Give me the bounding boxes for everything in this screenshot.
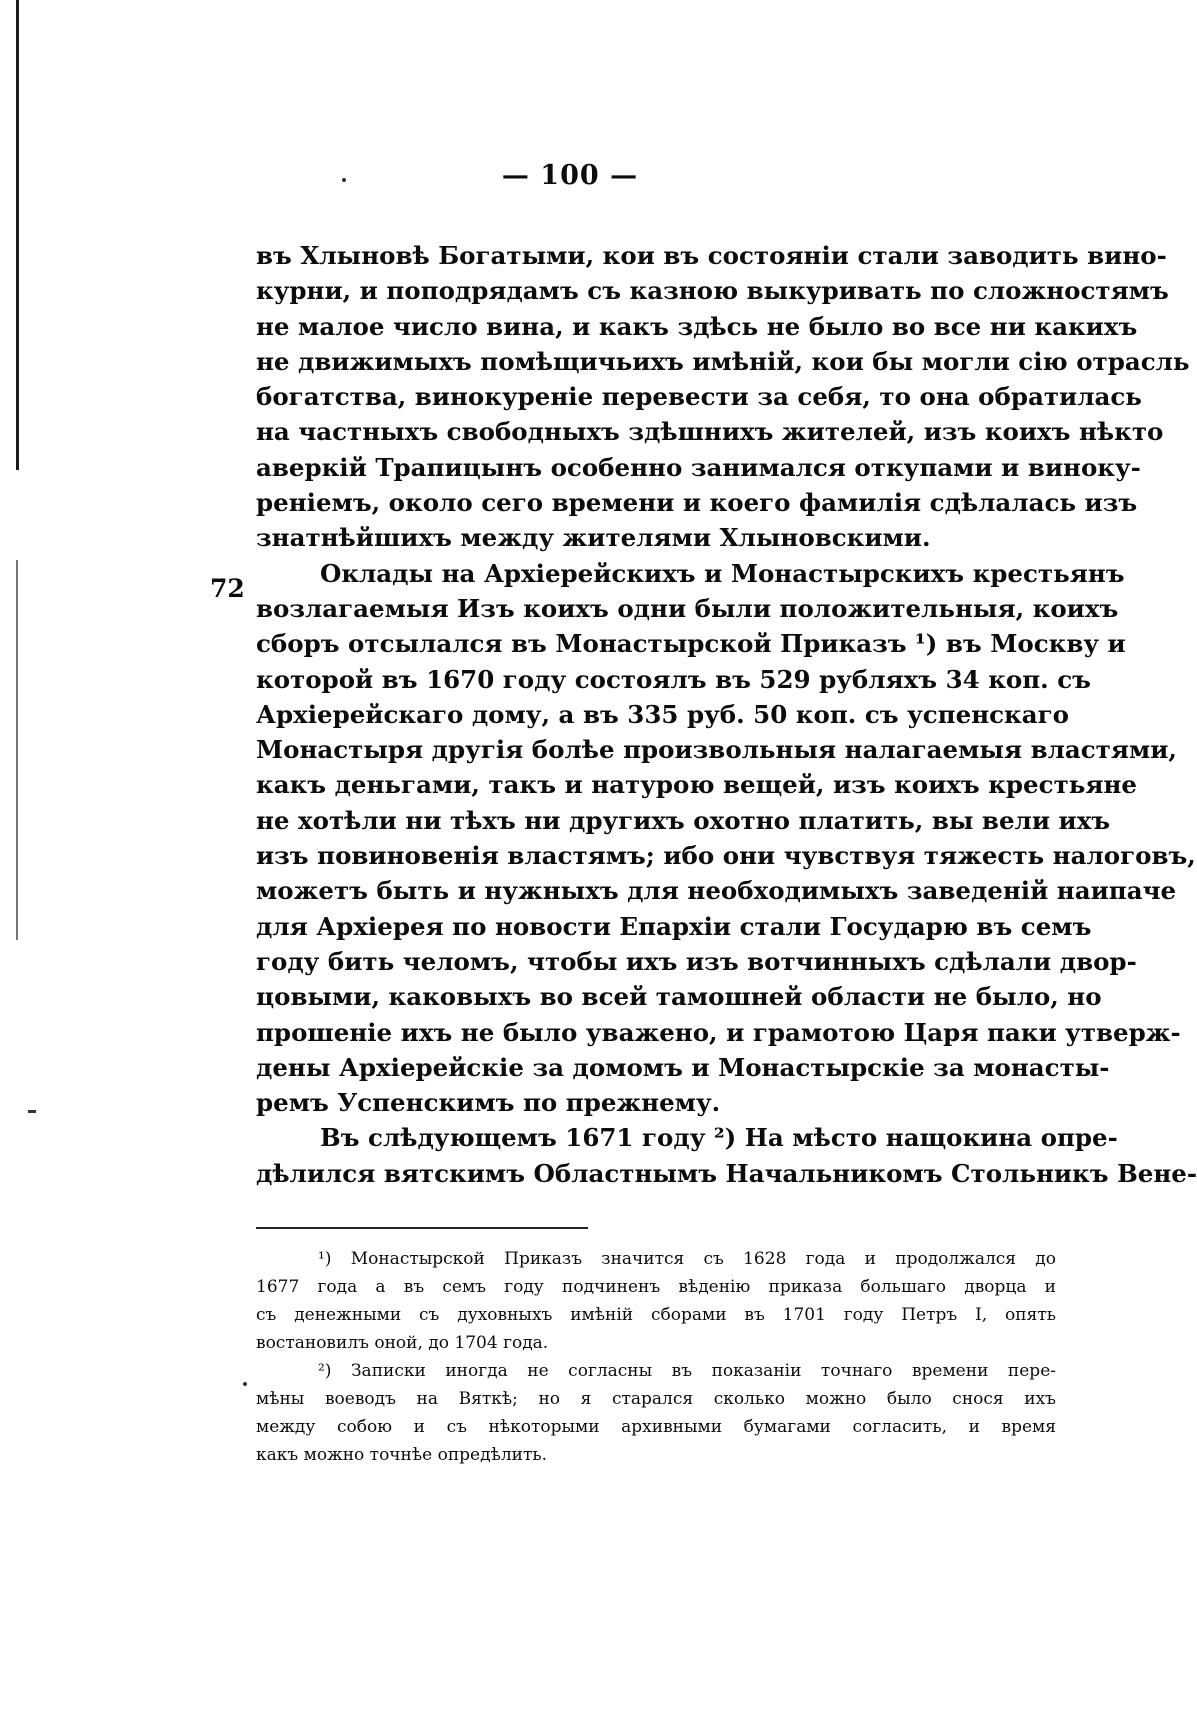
footnote-line: востановилъ оной, до 1704 года. [256,1333,549,1353]
text-line: Оклады на Архіерейскихъ и Монастырскихъ крестьянъ [320,558,1125,588]
text-line: не движимыхъ помѣщичьихъ имѣній, кои бы могли сію отрасль [256,346,1190,376]
text-line: Монастыря другія болѣе произвольныя налагаемыя властями, [256,735,1177,765]
text-line: Въ слѣдующемъ 1671 году ²) На мѣсто нащокина опре- [320,1123,1118,1153]
text-line: не малое число вина, и какъ здѣсь не было во все ни какихъ [256,311,1138,341]
text-line: дены Архіерейскіе за домомъ и Монастырскіе за монасты- [256,1052,1110,1082]
text-line: Архіерейскаго дому, а въ 335 руб. 50 коп. съ успенскаго [256,699,1069,729]
text-line: сборъ отсылался въ Монастырской Приказъ ¹) въ Москву и [256,629,1126,659]
footnote-line: какъ можно точнѣе опредѣлить. [256,1445,548,1465]
text-line: можетъ быть и нужныхъ для необходимыхъ заведеній наипаче [256,876,1177,906]
text-line: которой въ 1670 году состоялъ въ 529 рубляхъ 34 коп. съ [256,664,1091,694]
text-line: для Архіерея по новости Епархіи стали Государю въ семъ [256,911,1092,941]
text-line: цовыми, каковыхъ во всей тамошней области не было, но [256,982,1102,1012]
text-line: году бить челомъ, чтобы ихъ изъ вотчинныхъ сдѣлали двор- [256,946,1137,976]
footnote-line: 1677 года а въ семъ году подчиненъ вѣденію приказа большаго дворца и [256,1277,1056,1297]
margin-note-number: 72 [210,574,245,603]
footnotes [256,1245,1056,1469]
text-line: аверкій Трапицынъ особенно занимался откупами и винoку- [256,452,1141,482]
text-line: не хотѣли ни тѣхъ ни другихъ охотно платить, вы вели ихъ [256,805,1111,835]
text-line: изъ повиновенія властямъ; ибо они чувствуя тяжесть налоговъ, [256,841,1196,871]
footnote-line: ¹) Монастырской Приказъ значится съ 1628 года и продолжался до [318,1249,1056,1269]
page-number: — 100 — [501,160,639,191]
footnote-line: съ денежными съ духовныхъ имѣній сборами въ 1701 году Петръ I, опять [256,1305,1056,1325]
text-line: ремъ Успенскимъ по прежнему. [256,1088,721,1118]
footnote-line: ²) Записки иногда не согласны въ показаніи точнаго времени пере- [318,1361,1056,1381]
text-line: знатнѣйшихъ между жителями Хлыновскими. [256,523,931,553]
text-line: реніемъ, около сего времени и коего фамилія сдѣлалась изъ [256,488,1138,518]
scan-edge-line [16,0,19,470]
text-line: курни, и поподрядамъ съ казною выкуривать по сложностямъ [256,276,1169,306]
footnote-line: мѣны воеводъ на Вяткѣ; но я старался сколько можно было снося ихъ [256,1389,1056,1409]
scan-edge-line-lower [16,560,18,940]
text-line: прошеніе ихъ не было уважено, и грамотою Царя паки утверж- [256,1017,1181,1047]
footnote-line: между собою и съ нѣкоторыми архивными бумагами согласить, и время [256,1417,1056,1437]
scan-speck [243,1382,247,1386]
text-line: въ Хлыновѣ Богатыми, кои въ состояніи стали заводить вино- [256,241,1167,270]
footnote-separator [256,1227,588,1229]
scan-speck [28,1110,36,1113]
text-line: богатства, винокуреніе перевести за себя, то она обратилась [256,382,1142,412]
text-line: дѣлился вятскимъ Областнымъ Начальникомъ Стольникъ Вене- [256,1158,1197,1188]
main-text [256,238,1197,1191]
text-line: возлагаемыя Изъ коихъ одни были положительныя, коихъ [256,593,1119,623]
text-line: какъ деньгами, такъ и натурою вещей, изъ коихъ крестьяне [256,770,1137,800]
text-line: на частныхъ свободныхъ здѣшнихъ жителей, изъ коихъ нѣкто [256,417,1164,447]
